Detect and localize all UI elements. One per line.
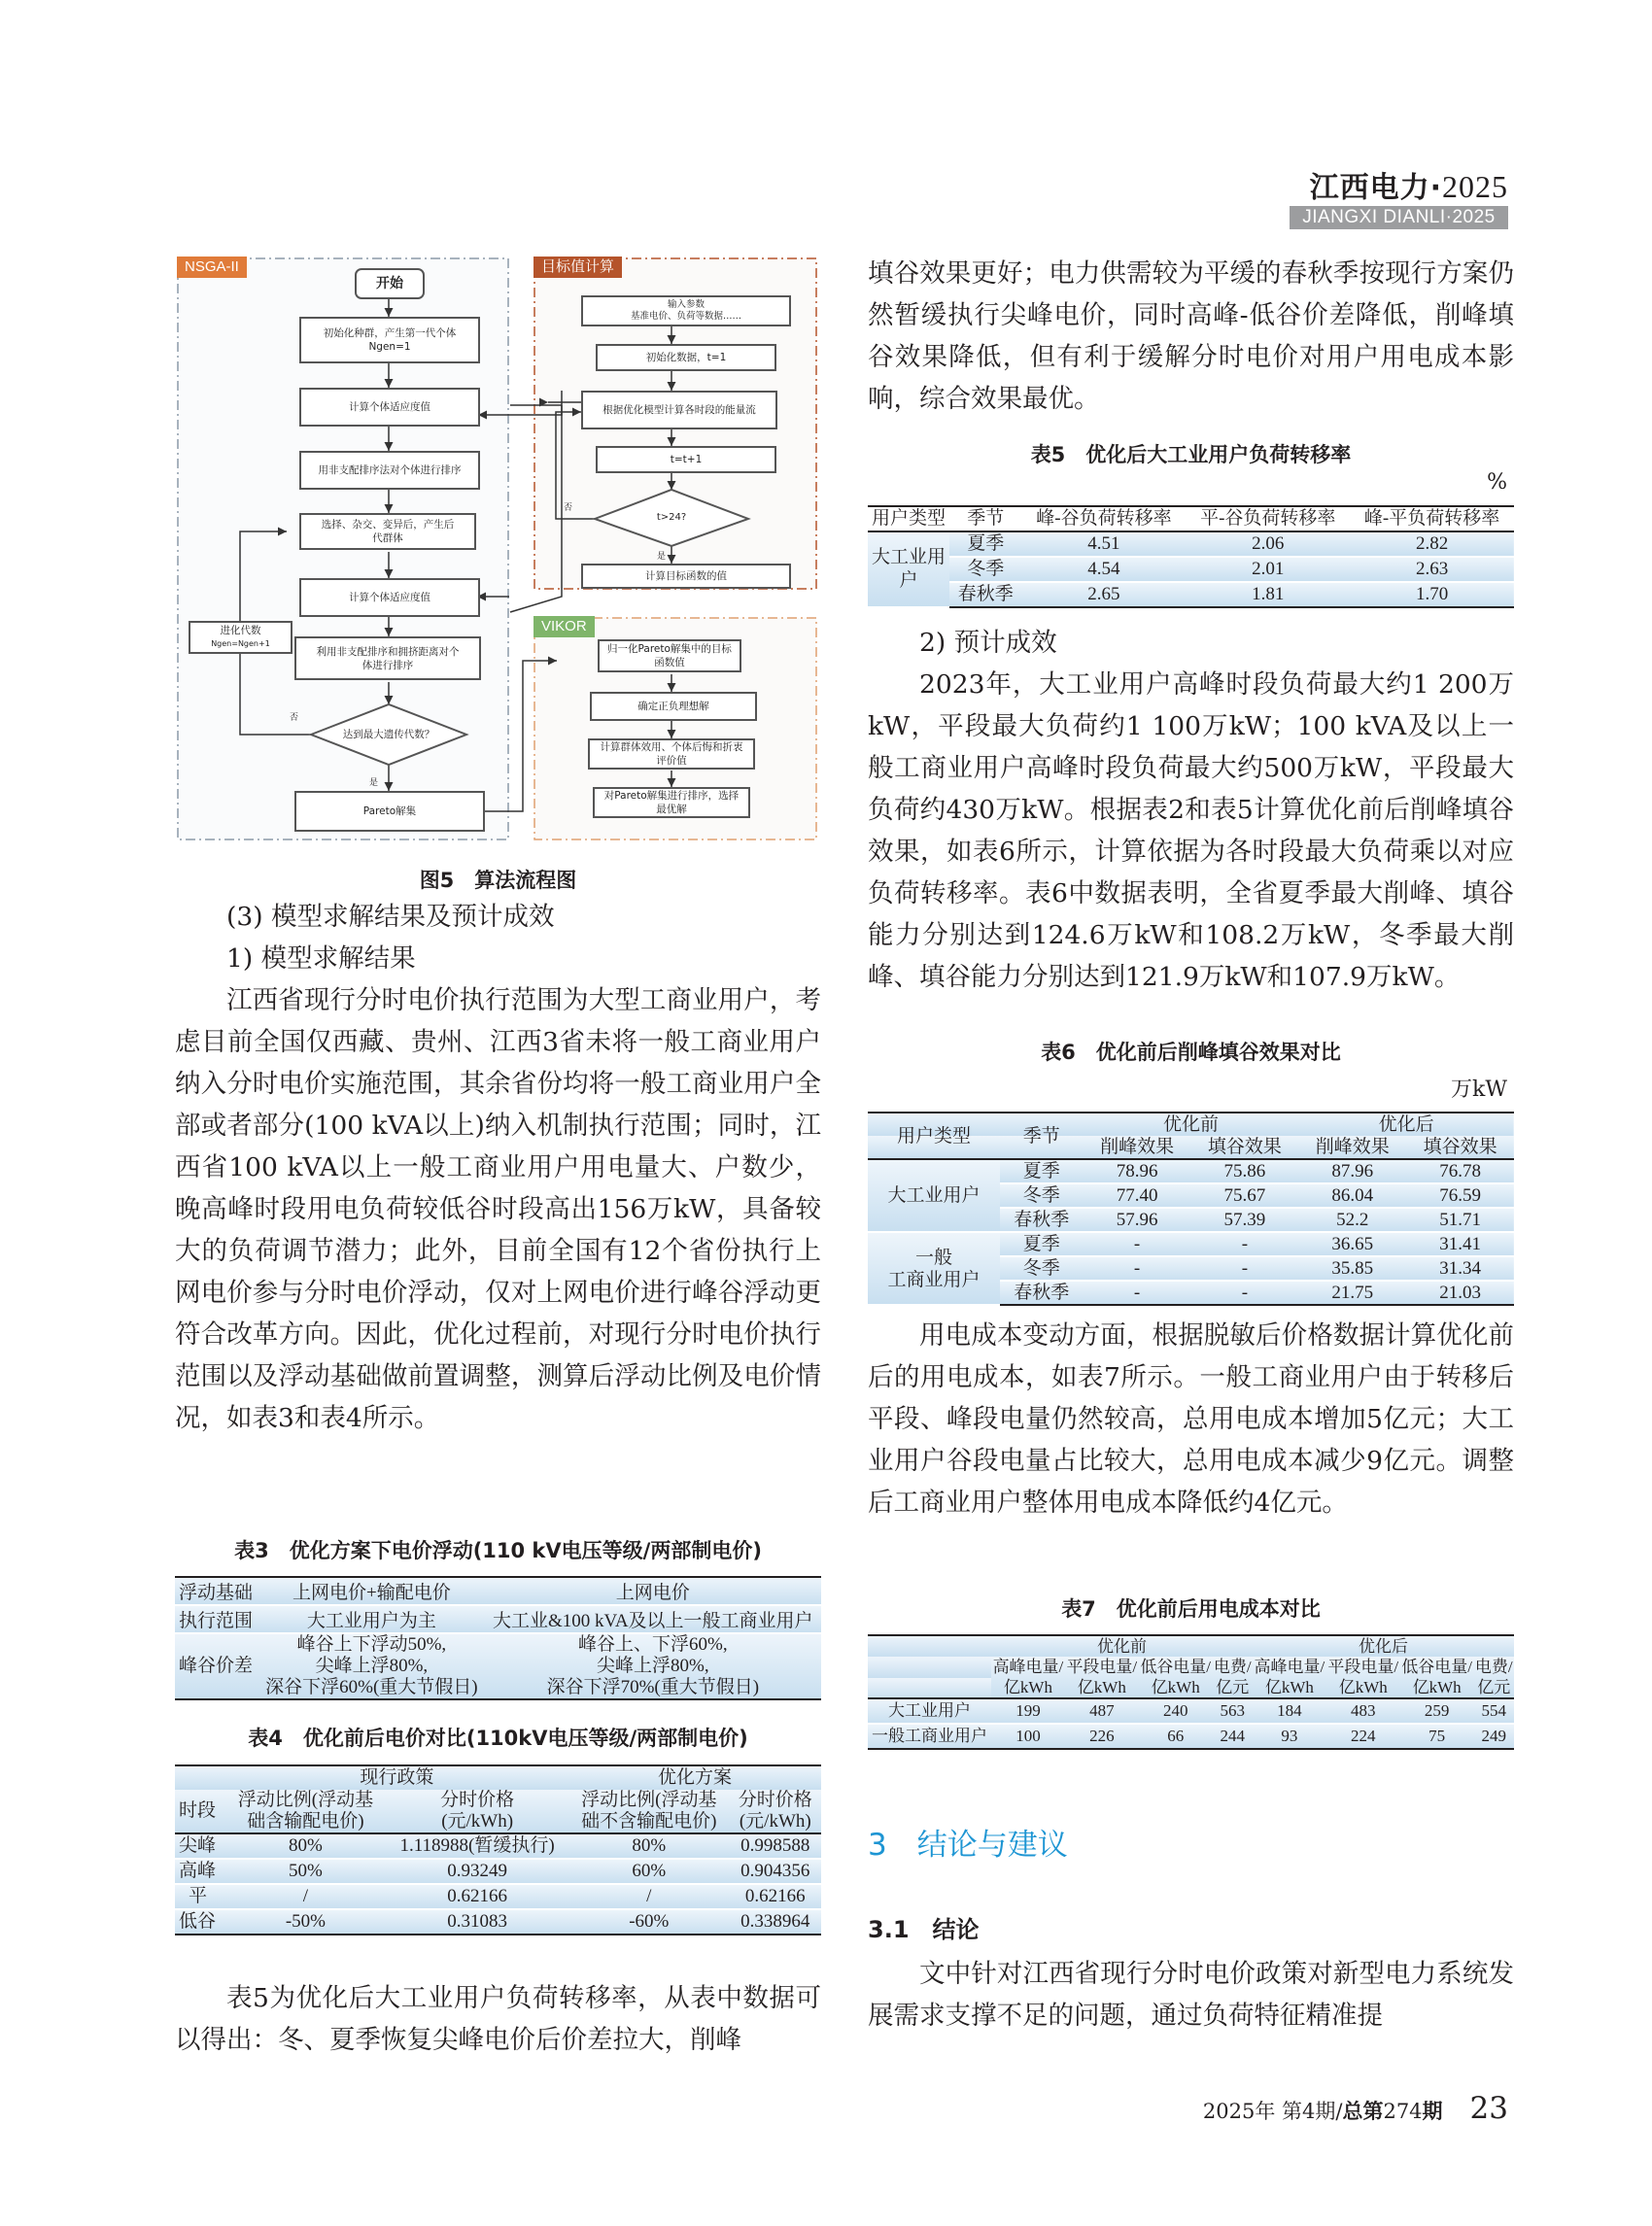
paragraph-expected-effect: 2023年，大工业用户高峰时段负荷最大约1 200万kW，平段最大负荷约1 100万kW；100 kVA及以上一般工商业用户高峰时段负荷最大约500万kW，平段最大负荷约430万kW。根据表2和表5计算优化前后削峰填谷效果，如表6所示，计算依据为各时段最大负荷乘以对应负荷转移率。表6中数据表明，全省夏季最大削峰、填谷能力分别达到124.6万kW和108.2万kW，冬季最大削峰、填谷能力分别达到121.9万kW和107.9万kW。	[868, 669, 1514, 992]
table6-cell: -	[1133, 1283, 1141, 1303]
table7-cell: 226	[1089, 1727, 1115, 1745]
table4-group-optimized: 优化方案	[658, 1767, 733, 1788]
table7-cell: 249	[1481, 1727, 1507, 1745]
table7-cell: 487	[1065, 1698, 1139, 1724]
t-no-label: 否	[564, 503, 573, 513]
table7-header-line: 电费/	[1213, 1658, 1252, 1676]
total-issue-number: 274	[1383, 2100, 1423, 2123]
table4-header-line: 分时价格	[440, 1790, 515, 1810]
table7-header-line: 亿kWh	[1003, 1678, 1052, 1696]
table4-cell: 平	[175, 1884, 225, 1909]
generation-box	[189, 621, 293, 654]
rank-box: 对Pareto解集进行排序，选择最优解	[593, 787, 750, 818]
table4-cell: -50%	[285, 1911, 327, 1932]
table3-cell	[258, 1633, 484, 1699]
pareto-set-box: Pareto解集	[294, 791, 485, 832]
decision-yes-label: 是	[369, 778, 379, 788]
increment-box: t=t+1	[596, 446, 776, 473]
table6-cell: 21.03	[1439, 1283, 1481, 1303]
table6-row	[868, 1159, 1514, 1183]
table4-header	[386, 1790, 568, 1833]
table5-header-row	[868, 506, 1514, 531]
table3-line: 尖峰上浮80%,	[315, 1656, 429, 1676]
total-issue-suffix: 期	[1422, 2100, 1443, 2123]
table7-cell: 100	[1015, 1727, 1041, 1745]
table7-blank	[868, 1635, 991, 1698]
normalize-box: 归一化Pareto解集中的目标函数值	[598, 639, 741, 672]
table6-cell: 51.71	[1406, 1208, 1514, 1232]
table7-header-line: 亿kWh	[1077, 1678, 1126, 1696]
left-body-text-2	[175, 1977, 821, 2061]
table7-row-label: 大工业用户	[868, 1698, 991, 1724]
table4-header	[730, 1790, 821, 1833]
paragraph-continued: 填谷效果更好；电力供需较为平缓的春秋季按现行方案仍然暂缓执行尖峰电价，同时高峰-低谷价差降低，削峰填谷效果降低，但有利于缓解分时电价对用户用电成本影响，综合效果最优。	[868, 258, 1514, 414]
target-label-text: 目标值计算	[541, 258, 615, 275]
paragraph-table5-intro: 表5为优化后大工业用户负荷转移率，从表中数据可以得出：冬、夏季恢复尖峰电价后价差拉大，削峰	[175, 1983, 821, 2055]
table3-row	[175, 1633, 821, 1699]
init-population-box	[299, 317, 480, 363]
table4-row	[175, 1909, 821, 1935]
table7-header-line: 高峰电量/	[1254, 1658, 1325, 1676]
table5-header: 用户类型	[868, 506, 949, 531]
table6-cell: 春秋季	[1014, 1283, 1070, 1303]
table6-cell: 冬季	[1000, 1256, 1084, 1281]
table4-caption: 表4 优化前后电价对比(110kV电压等级/两部制电价)	[248, 1727, 748, 1750]
table4-cell: 0.62166	[730, 1884, 821, 1909]
table7-header	[1065, 1657, 1139, 1698]
subheading-2: 2) 预计成效	[919, 628, 1057, 658]
right-body-text-mid	[868, 622, 1514, 998]
table7-row	[868, 1724, 1514, 1749]
table3-line: 深谷下浮60%(重大节假日)	[265, 1677, 478, 1697]
table7-cell: 563	[1213, 1698, 1253, 1724]
table6-cell: 冬季	[1000, 1183, 1084, 1208]
table6-header: 季节	[1000, 1113, 1084, 1159]
table7-header-after: 优化后	[1358, 1637, 1408, 1656]
table6-cell: 36.65	[1298, 1232, 1406, 1256]
table4-group-current: 现行政策	[360, 1767, 434, 1788]
table5-cell: 2.06	[1186, 531, 1350, 557]
right-body-text-cost	[868, 1315, 1514, 1524]
table6-cell: 78.96	[1084, 1159, 1191, 1183]
table7-cell: 244	[1220, 1727, 1246, 1745]
table6-cell: 57.39	[1190, 1208, 1298, 1232]
table5-caption: 表5 优化后大工业用户负荷转移率	[1030, 443, 1352, 466]
table6-header-after: 优化后	[1378, 1114, 1434, 1135]
table4-header-line: 分时价格	[738, 1790, 812, 1810]
table4-group-header	[175, 1765, 821, 1790]
page-footer	[1203, 2091, 1508, 2126]
table6-group-line: 工商业用户	[887, 1269, 981, 1290]
table4-cell: 0.998588	[730, 1833, 821, 1859]
table6-group-cell: 大工业用户	[868, 1159, 1000, 1232]
table7-cell: 199	[991, 1698, 1065, 1724]
nsga-label-text: NSGA-II	[185, 258, 239, 275]
table3	[175, 1576, 821, 1700]
table7-header-line: 亿kWh	[1412, 1678, 1462, 1696]
table3-cell: 上网电价	[485, 1577, 821, 1605]
vikor-compute-box: 计算群体效用、个体后悔和折衷评价值	[588, 738, 755, 770]
table4-cell: 0.338964	[740, 1911, 810, 1932]
table6-cell: -	[1190, 1232, 1298, 1256]
table5-cell: 2.63	[1350, 557, 1514, 582]
vikor-label	[533, 616, 595, 637]
right-body-text-conclusion	[868, 1953, 1514, 2037]
table5-header: 季节	[949, 506, 1022, 531]
table3-cell: 浮动基础	[175, 1577, 258, 1605]
table4-header	[568, 1790, 730, 1833]
table7-header-line: 平段电量/	[1066, 1658, 1138, 1676]
evolve-sub-text: Ngen=Ngen+1	[211, 639, 270, 648]
table4-header	[225, 1790, 387, 1833]
table4-header-line: 础含输配电价)	[247, 1811, 364, 1832]
table5-cell: 夏季	[949, 531, 1022, 557]
page-number: 23	[1469, 2091, 1508, 2126]
table7-header	[1253, 1657, 1326, 1698]
table4-col-header	[175, 1790, 821, 1833]
nsga-label	[177, 257, 247, 278]
table6-cell: 31.41	[1406, 1232, 1514, 1256]
table3-cell: 大工业&100 kVA及以上一般工商业用户	[485, 1605, 821, 1633]
table3-cell: 大工业用户为主	[258, 1605, 484, 1633]
figure-caption: 图5 算法流程图	[419, 869, 577, 892]
table4-blank	[175, 1765, 225, 1790]
table5	[868, 505, 1514, 608]
table7-row	[868, 1698, 1514, 1724]
table6-caption: 表6 优化前后削峰填谷效果对比	[1041, 1041, 1341, 1064]
table7-header-line: 亿kWh	[1151, 1678, 1200, 1696]
section-3-1-heading: 3.1 结论	[868, 1916, 980, 1943]
table4-cell: 尖峰	[175, 1833, 225, 1859]
table7-header	[991, 1657, 1065, 1698]
table5-cell: 4.51	[1022, 531, 1187, 557]
table6-cell: -	[1084, 1256, 1191, 1281]
section-3-heading: 3 结论与建议	[868, 1828, 1068, 1863]
subheading-3: (3) 模型求解结果及预计成效	[226, 902, 555, 932]
table4-cell: -60%	[629, 1911, 670, 1932]
table6-cell: 21.75	[1331, 1283, 1374, 1303]
table6-header-before: 优化前	[1162, 1114, 1219, 1135]
table5-cell: 冬季	[949, 557, 1022, 582]
subheading-1: 1) 模型求解结果	[226, 943, 416, 974]
table4-cell: /	[225, 1884, 387, 1909]
table5-header: 峰-平负荷转移率	[1350, 506, 1514, 531]
table5-cell: 1.70	[1415, 584, 1449, 604]
objective-box: 计算目标函数的值	[581, 564, 791, 589]
table4-header-line: 浮动比例(浮动基	[237, 1790, 374, 1810]
select-crossover-box: 选择、杂交、变异后，产生后代群体	[299, 513, 476, 550]
evolve-text: 进化代数	[220, 625, 261, 636]
table7-header	[1326, 1657, 1400, 1698]
table7-header-line: 电费/	[1474, 1658, 1513, 1676]
table4-cell: 0.62166	[386, 1884, 568, 1909]
table4-cell: 0.93249	[386, 1859, 568, 1884]
table7-cell: 554	[1474, 1698, 1514, 1724]
nondominated-sort-box: 用非支配排序法对个体进行排序	[299, 451, 480, 490]
table4-cell: 0.904356	[730, 1859, 821, 1884]
table4-header-line: 浮动比例(浮动基	[581, 1790, 717, 1810]
table7-header-line: 亿元	[1477, 1678, 1511, 1696]
journal-name-cn: 江西电力	[1309, 171, 1430, 205]
start-node: 开始	[355, 268, 425, 299]
table7-row-label: 一般工商业用户	[872, 1727, 987, 1745]
table5-row	[868, 531, 1514, 557]
input-sub-text: 基准电价、负荷等数据……	[630, 311, 741, 322]
table6-cell: 77.40	[1084, 1183, 1191, 1208]
fitness-box-2: 计算个体适应度值	[299, 578, 480, 617]
table5-header: 平-谷负荷转移率	[1186, 506, 1350, 531]
table7-header-line: 低谷电量/	[1140, 1658, 1212, 1676]
table7-cell: 240	[1139, 1698, 1213, 1724]
table6-cell: -	[1190, 1256, 1298, 1281]
journal-year: 2025	[1442, 169, 1508, 204]
table6-row	[868, 1232, 1514, 1256]
table7-header-line: 亿元	[1216, 1678, 1250, 1696]
journal-name-en: JIANGXI DIANLI·2025	[1290, 206, 1508, 229]
table7-cell: 66	[1167, 1727, 1185, 1745]
table6-header: 填谷效果	[1406, 1136, 1514, 1159]
init-text: 初始化种群，产生第一代个体	[323, 327, 457, 339]
table6	[868, 1112, 1514, 1306]
table3-cell	[485, 1633, 821, 1699]
table4-row	[175, 1884, 821, 1909]
table4-header-line: 础不含输配电价)	[581, 1811, 717, 1832]
table7-header-line: 平段电量/	[1327, 1658, 1399, 1676]
table6-cell: 夏季	[1000, 1159, 1084, 1183]
table6-cell: 76.59	[1406, 1183, 1514, 1208]
table6-header-row	[868, 1113, 1514, 1136]
table6-cell: 75.86	[1190, 1159, 1298, 1183]
max-gen-decision: 达到最大遗传代数？	[342, 729, 435, 740]
table7-header-before: 优化前	[1096, 1637, 1147, 1656]
table7-cell: 75	[1428, 1727, 1446, 1745]
table7-header	[1139, 1657, 1213, 1698]
table7-cell: 259	[1400, 1698, 1474, 1724]
table3-cell: 峰谷价差	[179, 1656, 254, 1676]
paragraph-scope: 江西省现行分时电价执行范围为大型工商业用户，考虑目前全国仅西藏、贵州、江西3省未将一般工商业用户纳入分时电价实施范围，其余省份均将一般工商业用户全部或者部分(100 kVA以上)纳入机制执行范围；同时，江西省100 kVA以上一般工商业用户用电量大、户数少，晚高峰时段用电负荷较低谷时段高出156万kW，具备较大的负荷调节潜力；此外，目前全国有12个省份执行上网电价参与分时电价浮动，仅对上网电价进行峰谷浮动更符合改革方向。因此，优化过程前，对现行分时电价执行范围以及浮动基础做前置调整，测算后浮动比例及电价情况，如表3和表4所示。	[175, 985, 821, 1433]
table4-row	[175, 1859, 821, 1884]
paragraph-cost: 用电成本变动方面，根据脱敏后价格数据计算优化前后的用电成本，如表7所示。一般工商业用户由于转移后平段、峰段电量仍然较高，总用电成本增加5亿元；大工业用户谷段电量占比较大，总用电成本减少9亿元。调整后工商业用户整体用电成本降低约4亿元。	[868, 1320, 1514, 1518]
table3-caption: 表3 优化方案下电价浮动(110 kV电压等级/两部制电价)	[234, 1539, 762, 1562]
table5-row	[868, 557, 1514, 582]
table3-line: 尖峰上浮80%,	[597, 1656, 709, 1676]
crowding-sort-box: 利用非支配排序和拥挤距离对个体进行排序	[294, 636, 481, 680]
table4-header-line: (元/kWh)	[441, 1811, 514, 1832]
init-data-box: 初始化数据，t=1	[596, 344, 776, 371]
table4-row	[175, 1833, 821, 1859]
table5-row	[868, 582, 1514, 607]
journal-title	[1310, 163, 1508, 206]
table7-header	[1474, 1657, 1514, 1698]
table4-cell: 0.31083	[447, 1911, 507, 1932]
table4-header: 时段	[175, 1790, 225, 1833]
table6-cell: 76.78	[1406, 1159, 1514, 1183]
table3-row	[175, 1605, 821, 1633]
table4-cell: 80%	[225, 1833, 387, 1859]
table6-cell: 52.2	[1298, 1208, 1406, 1232]
table6-cell: 57.96	[1084, 1208, 1191, 1232]
input-params-box	[581, 295, 791, 326]
title-dot: ·	[1429, 171, 1442, 205]
table6-cell: -	[1084, 1232, 1191, 1256]
table5-unit: %	[1487, 470, 1507, 495]
algorithm-flowchart	[175, 255, 818, 843]
t-yes-label: 是	[657, 552, 667, 562]
table7-caption: 表7 优化前后用电成本对比	[1061, 1597, 1321, 1621]
table6-header: 用户类型	[868, 1113, 1000, 1159]
t-decision: t>24?	[656, 512, 687, 523]
table4-cell: 60%	[568, 1859, 730, 1884]
table6-group-line: 一般	[914, 1247, 952, 1268]
table4	[175, 1764, 821, 1935]
table6-cell: 31.34	[1406, 1256, 1514, 1281]
init-sub-text: Ngen=1	[368, 341, 411, 353]
target-label	[533, 257, 622, 278]
left-body-text	[175, 896, 821, 1439]
table3-line: 峰谷上、下浮60%,	[578, 1634, 728, 1655]
table7-header	[1400, 1657, 1474, 1698]
energy-flow-box: 根据优化模型计算各时段的能量流	[581, 391, 777, 429]
ideal-solution-box: 确定正负理想解	[590, 692, 757, 721]
table7-header-line: 亿kWh	[1264, 1678, 1314, 1696]
table4-cell: 高峰	[175, 1859, 225, 1884]
table7-cell: 224	[1351, 1727, 1376, 1745]
table7-header-line: 高峰电量/	[992, 1658, 1064, 1676]
table6-cell: 86.04	[1298, 1183, 1406, 1208]
table7-group-header	[868, 1635, 1514, 1657]
table5-cell: 4.54	[1022, 557, 1187, 582]
table6-cell: 35.85	[1298, 1256, 1406, 1281]
right-body-text-top	[868, 253, 1514, 420]
table5-cell: 1.81	[1252, 584, 1285, 604]
table3-cell: 执行范围	[175, 1605, 258, 1633]
table3-cell: 上网电价+输配电价	[258, 1577, 484, 1605]
table5-cell: 2.65	[1087, 584, 1120, 604]
issue-info: 2025年 第4期/	[1202, 2100, 1343, 2123]
table4-cell: 50%	[225, 1859, 387, 1884]
table6-cell: 夏季	[1000, 1232, 1084, 1256]
decision-no-label: 否	[290, 713, 299, 723]
table5-header: 峰-谷负荷转移率	[1022, 506, 1187, 531]
table3-line: 峰谷上下浮动50%,	[296, 1634, 447, 1655]
table7	[868, 1634, 1514, 1750]
table4-cell: /	[568, 1884, 730, 1909]
table4-header-line: (元/kWh)	[739, 1811, 811, 1832]
table7-cell: 184	[1253, 1698, 1326, 1724]
table6-header: 填谷效果	[1190, 1136, 1298, 1159]
table6-cell: 87.96	[1298, 1159, 1406, 1183]
table6-group-cell	[868, 1232, 1000, 1305]
table7-header	[1213, 1657, 1253, 1698]
input-text: 输入参数	[667, 299, 705, 310]
fitness-box-1: 计算个体适应度值	[299, 388, 480, 427]
table6-cell: 春秋季	[1000, 1208, 1084, 1232]
table7-cell: 483	[1326, 1698, 1400, 1724]
table5-cell: 2.82	[1350, 531, 1514, 557]
total-issue-prefix: 总第	[1342, 2100, 1384, 2123]
table5-group-cell: 大工业用户	[868, 531, 949, 607]
table6-header: 削峰效果	[1084, 1136, 1191, 1159]
table6-unit: 万kW	[1451, 1078, 1507, 1102]
table5-cell: 2.01	[1186, 557, 1350, 582]
table3-line: 深谷下浮70%(重大节假日)	[546, 1677, 760, 1697]
vikor-label-text: VIKOR	[541, 618, 587, 634]
table6-cell: -	[1241, 1283, 1249, 1303]
table6-cell: 75.67	[1190, 1183, 1298, 1208]
table7-header-line: 低谷电量/	[1401, 1658, 1473, 1676]
table7-cell: 93	[1281, 1727, 1298, 1745]
table6-header: 削峰效果	[1298, 1136, 1406, 1159]
table4-cell: 1.118988(暂缓执行)	[386, 1833, 568, 1859]
table7-header-line: 亿kWh	[1338, 1678, 1388, 1696]
table3-row	[175, 1577, 821, 1605]
paragraph-conclusion: 文中针对江西省现行分时电价政策对新型电力系统发展需求支撑不足的问题，通过负荷特征精准提	[868, 1959, 1514, 2031]
table5-cell: 春秋季	[957, 584, 1014, 604]
table4-cell: 低谷	[179, 1911, 217, 1932]
table4-cell: 80%	[568, 1833, 730, 1859]
